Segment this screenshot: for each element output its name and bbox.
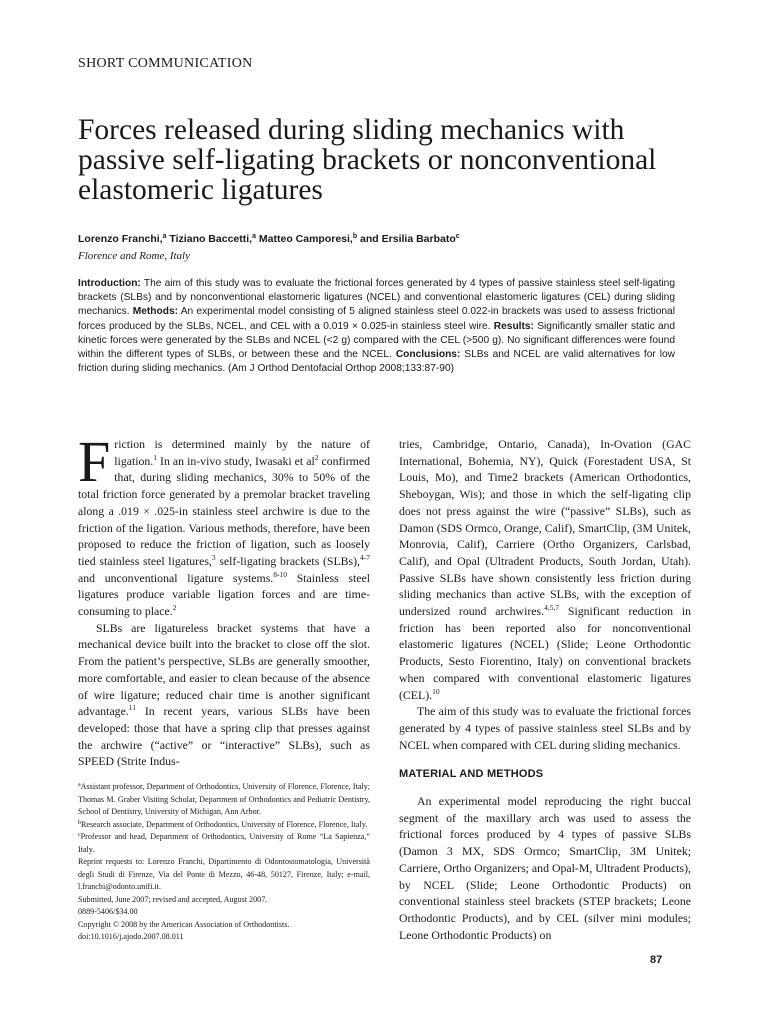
author-list — [78, 233, 460, 245]
body-text: tries, Cambridge, Ontario, Canada), In-Ovation (GAC International, Bohemia, NY), Quick (Forestadent USA, St Louis, Mo), and Time2 brackets (American Orthodontics, Sheboygan, Wis); and those in which the self-ligating clip does not press against the wire (“passive” SLBs), such as Damon (SDS Ormco, Orange, Calif), SmartClip, (3M Unitek, Monrovia, Calif), Carriere (Ortho Organizers, Carlsbad, Calif), and Opal (Ultradent Products, South Jordan, Utah). Passive SLBs have shown consistently less friction during sliding mechanics than active SLBs, with the exception of undersized round archwires. — [399, 437, 691, 619]
body-paragraph: An experimental model reproducing the right buccal segment of the maxillary arch was used to assess the frictional forces produced by 4 types of passive SLBs (Damon 3 MX, SDS Ormco; SmartClip, 3M Unitek; Carriere, Ortho Organizers; and Opal-M, Ultradent Products), by NCEL (Slide; Leone Orthodontic Products) on conventional stainless steel brackets (STEP brackets; Leone Orthodontic Products), and by CEL (silver mini modules; Leone Orthodontic Products) on — [399, 794, 691, 942]
body-text: self-ligating brackets (SLBs), — [215, 553, 361, 568]
abstract — [78, 277, 675, 376]
body-text: riction is determined mainly by the nature of ligation. — [114, 437, 370, 468]
footnote-mark: b — [78, 819, 81, 826]
article-title: Forces released during sliding mechanics with passive self-ligating brackets or nonconventional elastomeric ligatures — [78, 114, 657, 206]
author-name: and Ersilia Barbato — [357, 233, 456, 245]
footnote-text: Assistant professor, Department of Orthodontics, University of Florence, Florence, Italy; Thomas M. Graber Visiting Scholar, Department of Orthodontics and Pediatric Dentistry, School of Dentistry, University of Michigan, Ann Arbor. — [78, 782, 370, 816]
author-name: Tiziano Baccetti, — [166, 233, 253, 245]
author-affiliation-mark: c — [455, 233, 460, 240]
abstract-results-label: Results: — [493, 320, 534, 332]
reprint-requests: Reprint requests to: Lorenzo Franchi, Dipartimento di Odontostomatologia, Università degli Studi di Firenze, Via del Ponte di Mezzo, 46-48, 50127, Firenze, Italy; e-mail, l.franchi@odonto.unifi.it. — [78, 857, 370, 891]
citation-mark: 4-7 — [360, 552, 371, 562]
author-affiliation-mark: a — [252, 233, 256, 240]
body-text: In an in-vivo study, Iwasaki et al — [157, 453, 315, 468]
footnote-text: Professor and head, Department of Orthodontics, University of Rome “La Sapienza,” Italy. — [78, 832, 370, 854]
submission-dates: Submitted, June 2007; revised and accepted, August 2007. — [78, 894, 268, 904]
abstract-intro-label: Introduction: — [78, 278, 141, 289]
issn-price: 0889-5406/$34.00 — [78, 907, 138, 916]
body-column-left — [78, 429, 371, 770]
body-text: confirmed that, during sliding mechanics, 30% to 50% of the total friction force generated by a premolar bracket traveling along a .019 × .025-in stainless steel archwire is due to the friction of the ligation. Various methods, therefore, have been proposed to reduce the friction of ligation, such as loosely tied stainless steel ligatures, — [78, 453, 370, 568]
body-text: In recent years, various SLBs have been developed: those that have a spring clip that presses against the archwire (“active” or “interactive” SLBs), such as SPEED (Strite Indus- — [78, 704, 370, 769]
footnote — [78, 819, 370, 832]
section-label: SHORT COMMUNICATION — [78, 56, 253, 71]
body-text: SLBs are ligatureless bracket systems that have a mechanical device built into the bracket to close off the slot. From the patient’s perspective, SLBs are generally smoother, more comfortable, and easier to clean because of the absence of wire ligature; reduced chair time is another significant advantage. — [78, 620, 370, 719]
author-affiliation-mark: a — [162, 233, 167, 240]
citation-mark: 2 — [172, 603, 177, 613]
footnotes — [78, 781, 370, 944]
body-paragraph — [78, 429, 371, 620]
footnote — [78, 781, 370, 819]
footnote-mark: a — [78, 782, 81, 788]
drop-cap: F — [78, 429, 111, 494]
body-column-right — [399, 436, 691, 943]
author-name: Lorenzo Franchi, — [78, 233, 163, 245]
abstract-results-text: Significantly smaller static and kinetic forces were generated by the SLBs and NCEL (<2 g) compared with the CEL (>500 g). No significant differences were found within the different types of SLBs, or between these and the NCEL. — [78, 320, 675, 361]
footnote-text: Research associate, Department of Orthodontics, University of Florence, Florence, Italy. — [81, 819, 368, 829]
citation-mark: 1 — [153, 452, 158, 462]
section-heading: MATERIAL AND METHODS — [399, 768, 544, 781]
affiliation-location: Florence and Rome, Italy — [78, 250, 190, 262]
footnote-mark: c — [78, 832, 81, 838]
author-name: Matteo Camporesi, — [256, 233, 353, 245]
body-text: Significant reduction in friction has been reported also for nonconventional elastomeric ligatures (NCEL) (Slide; Leone Orthodontic Products, Sesto Fiorentino, Italy) on conventional brackets when compared with conventional elastomeric ligatures (CEL). — [399, 604, 691, 702]
body-text: and unconventional ligature systems. — [78, 570, 274, 585]
copyright-notice: Copyright © 2008 by the American Association of Orthodontists. — [78, 919, 290, 929]
abstract-methods-label: Methods: — [132, 306, 179, 318]
abstract-methods-text: An experimental model consisting of 5 aligned stainless steel 0.022-in brackets was used to assess frictional forces produced by the SLBs, NCEL, and CEL with a 0.019 × 0.025-in stainless steel wire. — [78, 306, 675, 332]
footnote — [78, 831, 370, 856]
body-paragraph — [78, 620, 370, 770]
body-text: Stainless steel ligatures produce variable ligation forces and are time-consuming to place. — [78, 570, 370, 619]
citation-mark: 10 — [432, 686, 440, 696]
citation-mark: 3 — [211, 552, 216, 562]
author-affiliation-mark: b — [352, 233, 358, 240]
citation-mark: 8-10 — [273, 569, 287, 579]
citation-mark: 4,5,7 — [544, 603, 560, 613]
doi: doi:10.1016/j.ajodo.2007.08.011 — [78, 932, 184, 941]
abstract-conclusions-label: Conclusions: — [395, 349, 461, 361]
body-paragraph: The aim of this study was to evaluate the frictional forces generated by 4 types of passive stainless steel SLBs and by NCEL when compared with CEL during sliding mechanics. — [399, 704, 691, 752]
citation-mark: 2 — [314, 452, 319, 462]
citation-mark: 11 — [128, 703, 136, 713]
abstract-conclusions-text: SLBs and NCEL are valid alternatives for low friction during sliding mechanics. (Am J Orthod Dentofacial Orthop 2008;133:87-90) — [78, 349, 675, 375]
page-number: 87 — [650, 954, 663, 966]
body-paragraph — [399, 436, 691, 703]
abstract-intro-text: The aim of this study was to evaluate the frictional forces generated by 4 types of passive stainless steel self-ligating brackets (SLBs) and by nonconventional elastomeric ligatures (NCEL) and conventional elastomeric ligatures (CEL) during sliding mechanics. — [78, 278, 675, 318]
